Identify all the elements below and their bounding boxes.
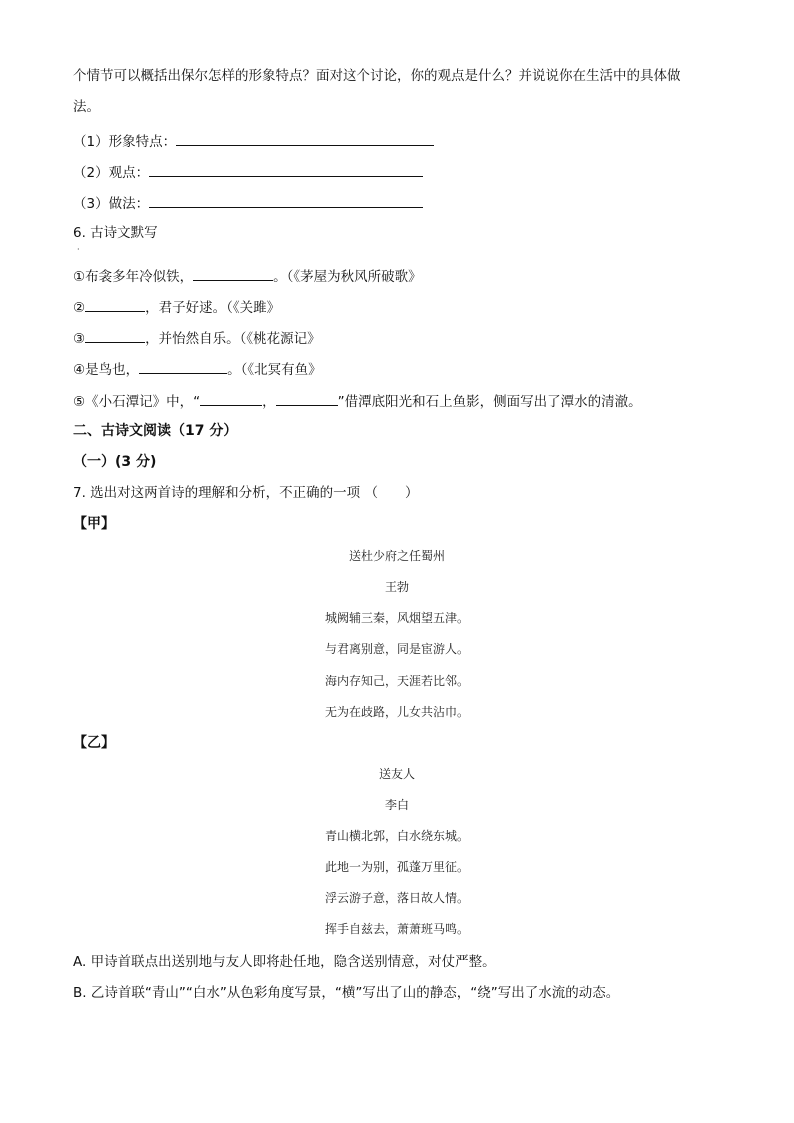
q6-item5-post: ”借潭底阳光和石上鱼影，侧面写出了潭水的清澈。 (337, 394, 642, 410)
q6-item4 (73, 359, 322, 379)
poem-yi-line: 浮云游子意，落日故人情。 (324, 891, 469, 905)
q5-sub2-label: （2）观点： (73, 165, 150, 181)
q6-item3 (73, 328, 321, 348)
poem-jia-line: 城阙辅三秦，风烟望五津。 (324, 611, 469, 625)
q5-text-line2: 法。 (73, 99, 100, 115)
q6-item2 (73, 297, 280, 317)
q6-heading: 6. 古诗文默写 (73, 225, 158, 241)
poem-yi-title: 送友人 (378, 767, 415, 781)
poem-jia-author: 王勃 (384, 580, 409, 594)
answer-blank-5b[interactable] (276, 391, 338, 406)
poem-jia-title: 送杜少府之任蜀州 (348, 549, 445, 563)
answer-blank-4[interactable] (139, 359, 227, 374)
option-a[interactable]: A. 甲诗首联点出送别地与友人即将赴任地，隐含送别情意，对仗严整。 (73, 954, 496, 970)
q5-sub3 (73, 193, 423, 213)
q6-item5-mid: ， (262, 394, 276, 410)
q5-text-line1: 个情节可以概括出保尔怎样的形象特点？面对这个讨论，你的观点是什么？并说说你在生活中的具体做 (73, 68, 681, 84)
option-b[interactable]: B. 乙诗首联“青山”“白水”从色彩角度写景，“横”写出了山的静态，“绕”写出了水流的动态。 (73, 985, 620, 1001)
q6-item5 (73, 391, 642, 411)
q5-sub2 (73, 162, 423, 182)
q7-question: 7. 选出对这两首诗的理解和分析，不正确的一项 （ ） (73, 485, 419, 501)
poem-yi-author: 李白 (384, 798, 409, 812)
q6-item5-pre: ⑤《小石潭记》中，“ (73, 394, 201, 410)
poem-jia-line: 海内存知己，天涯若比邻。 (324, 674, 469, 688)
q6-item1-post: 。（《茅屋为秋风所破歌》 (273, 269, 422, 285)
poem-jia-label: 【甲】 (73, 516, 115, 532)
answer-blank-practice[interactable] (149, 193, 423, 208)
q6-item1 (73, 266, 422, 286)
q6-item3-pre: ③ (73, 331, 86, 347)
q6-item2-post: ，君子好逑。（《关雎》 (145, 300, 281, 316)
answer-blank-5a[interactable] (200, 391, 262, 406)
q6-item4-post: 。（《北冥有鱼》 (227, 362, 322, 378)
answer-blank-2[interactable] (85, 297, 145, 312)
q5-sub1-label: （1）形象特点： (73, 134, 177, 150)
q5-sub1 (73, 131, 434, 151)
q6-item4-pre: ④是鸟也， (73, 362, 140, 378)
section2-title: 二、古诗文阅读（17 分） (73, 423, 238, 439)
q6-item3-post: ，并怡然自乐。（《桃花源记》 (145, 331, 321, 347)
answer-blank-1[interactable] (193, 266, 273, 281)
poem-yi-label: 【乙】 (73, 735, 115, 751)
poem-yi-line: 青山横北郭，白水绕东城。 (324, 829, 469, 843)
poem-jia-line: 无为在歧路，儿女共沾巾。 (324, 705, 469, 719)
q6-item2-pre: ② (73, 300, 86, 316)
poem-jia-line: 与君离别意，同是宦游人。 (324, 642, 469, 656)
q6-item1-pre: ①布衾多年冷似铁， (73, 269, 194, 285)
q5-sub3-label: （3）做法： (73, 196, 150, 212)
answer-blank-viewpoint[interactable] (149, 162, 423, 177)
answer-blank-3[interactable] (85, 328, 145, 343)
stray-dot: · (77, 245, 80, 254)
answer-blank-image[interactable] (176, 131, 434, 146)
poem-yi-line: 挥手自兹去，萧萧班马鸣。 (324, 922, 469, 936)
poem-yi-line: 此地一为别，孤蓬万里征。 (324, 860, 469, 874)
section2-part1: （一）(3 分) (73, 454, 157, 470)
